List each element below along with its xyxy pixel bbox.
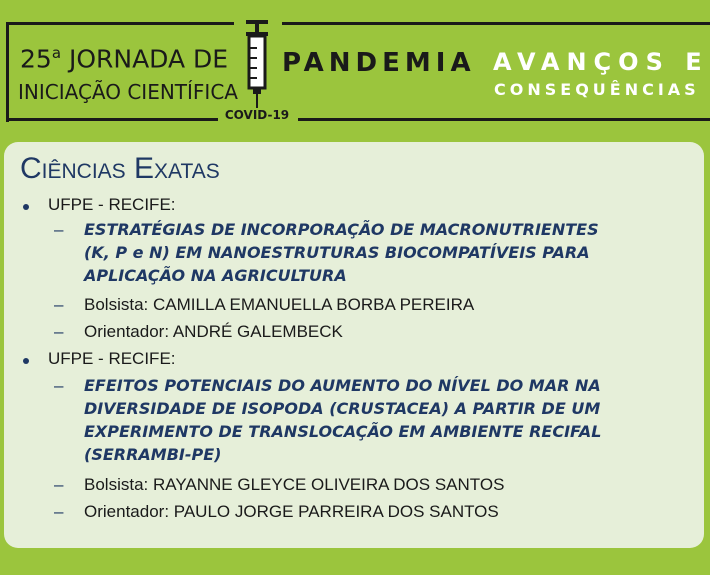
dash-icon: –: [54, 220, 64, 239]
orientador-2: Orientador: PAULO JORGE PARREIRA DOS SANTOS: [84, 502, 499, 521]
bullet-icon: [23, 358, 29, 364]
syringe-icon: [240, 18, 274, 110]
project-title-1-line-3: APLICAÇÃO NA AGRICULTURA: [84, 266, 347, 285]
header-line2: INICIAÇÃO CIENTÍFICA: [18, 80, 238, 104]
covid-label: COVID-19: [224, 108, 290, 122]
pandemia-title: PANDEMIA: [282, 48, 476, 78]
bullet-icon: [23, 204, 29, 210]
dash-icon: –: [54, 475, 64, 494]
event-header: [0, 0, 710, 132]
dash-icon: –: [54, 502, 64, 521]
institution-2: UFPE - RECIFE:: [48, 349, 176, 368]
dash-icon: –: [54, 376, 64, 395]
header-frame-top-left: [6, 22, 234, 25]
dash-icon: –: [54, 295, 64, 314]
header-frame-bottom-right: [298, 118, 710, 121]
consequencias-title: CONSEQUÊNCIAS: [494, 80, 700, 99]
header-frame-left: [6, 22, 9, 122]
project-title-2-line-2: DIVERSIDADE DE ISOPODA (CRUSTACEA) A PARTIR DE UM: [84, 399, 601, 418]
project-title-2-line-4: (SERRAMBI-PE): [84, 445, 222, 464]
section-title: Ciências Exatas: [20, 152, 220, 185]
header-frame-top-right: [282, 22, 710, 25]
header-frame-bottom-left: [6, 118, 218, 121]
project-title-1-line-2: (K, P e N) EM NANOESTRUTURAS BIOCOMPATÍVEIS PARA: [84, 243, 590, 262]
project-title-1-line-1: ESTRATÉGIAS DE INCORPORAÇÃO DE MACRONUTRIENTES: [84, 220, 599, 239]
header-line1: 25$^a$ JORNADA DE: [20, 44, 229, 74]
avancos-title: AVANÇOS E: [493, 48, 709, 76]
institution-1: UFPE - RECIFE:: [48, 195, 176, 214]
orientador-1: Orientador: ANDRÉ GALEMBECK: [84, 322, 343, 341]
bolsista-2: Bolsista: RAYANNE GLEYCE OLIVEIRA DOS SANTOS: [84, 475, 505, 494]
content-panel: [4, 142, 704, 548]
project-title-2-line-3: EXPERIMENTO DE TRANSLOCAÇÃO EM AMBIENTE RECIFAL: [84, 422, 602, 441]
dash-icon: –: [54, 322, 64, 341]
project-title-2-line-1: EFEITOS POTENCIAIS DO AUMENTO DO NÍVEL DO MAR NA: [84, 376, 601, 395]
bolsista-1: Bolsista: CAMILLA EMANUELLA BORBA PEREIRA: [84, 295, 475, 314]
